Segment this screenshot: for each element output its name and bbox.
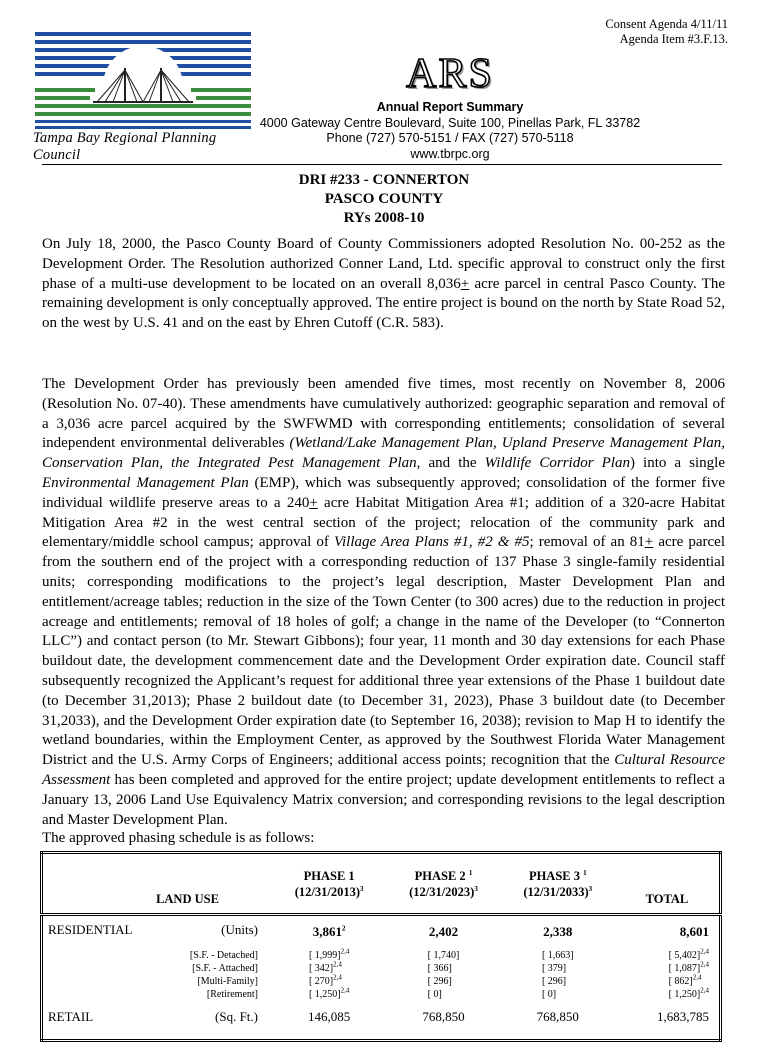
sub-value: [ 1,740]	[427, 949, 460, 961]
sub-label: [Multi-Family]	[197, 975, 258, 987]
table-row-residential	[42, 915, 721, 943]
sub-label: [Retirement]	[206, 988, 258, 1000]
footnote-ref: 2,4	[692, 973, 702, 982]
sub-value	[309, 962, 349, 975]
consent-agenda-line: Consent Agenda 4/11/11	[605, 17, 728, 31]
text-segment: (EMP), which was subsequently approved; consolidation of the former five individual wildlife preserve areas to a 240	[42, 474, 726, 511]
council-address: 4000 Gateway Centre Boulevard, Suite 100, Pinellas Park, FL 33782	[259, 115, 641, 130]
text-segment: has been completed and approved for the entire project; update development entitlements to reflect a January 13, 2006 Land Use Equivalency Matrix conversion; and corresponding revisions to the legal description and Master Development Plan.	[42, 771, 725, 828]
footnote-ref: 1	[583, 868, 587, 877]
plus-minus-mark: +	[309, 494, 318, 511]
footnote-ref: 2	[342, 924, 346, 933]
cell-value: 2,402	[428, 924, 459, 939]
sub-labels	[138, 943, 272, 1005]
footnote-ref: 2,4	[333, 960, 342, 969]
cell-value: 1,683,785	[657, 1008, 709, 1024]
footnote-ref: 3	[588, 884, 593, 893]
table-header-row	[42, 853, 721, 915]
dri-number: DRI #233 - CONNERTON	[298, 172, 470, 188]
phasing-intro: The approved phasing schedule is as follows:	[42, 830, 315, 846]
text-segment: The Development Order has previously been amended five times, most recently on November 8, 2006 (Resolution No. 07-40). These amendments have cumulatively authorized: geographic separation and removal of a 3,036 acre parcel acquired by the SWFWMD with corresponding entitlements; consolidation of several independent environmental deliverables	[42, 376, 725, 452]
paragraph-amendments	[42, 375, 725, 830]
italic-segment: Environmental Management Plan	[42, 474, 249, 491]
dri-county: PASCO COUNTY	[324, 191, 444, 207]
row-label: RESIDENTIAL	[48, 922, 133, 937]
sub-text: [ 1,250]	[668, 988, 701, 1000]
row-label: RETAIL	[48, 1008, 94, 1024]
row-unit: (Units)	[221, 922, 258, 937]
sub-text: [ 5,402]	[668, 949, 701, 961]
sub-values-total	[615, 943, 721, 1005]
value-text: 3,861	[312, 924, 343, 939]
col-phase-2	[386, 853, 500, 915]
footnote-ref: 2,4	[333, 973, 342, 982]
italic-segment: Village Area Plans #1, #2 & #5	[333, 534, 530, 551]
sub-value	[669, 988, 709, 1001]
italic-segment: Cultural Resource Assessment	[42, 752, 725, 788]
footnote-ref: 2,4	[700, 947, 709, 956]
col-total: TOTAL	[615, 853, 721, 915]
header-date: (12/31/2033)	[523, 884, 589, 899]
dri-report-years: RYs 2008-10	[343, 210, 425, 226]
cell-value: 8,601	[679, 924, 709, 939]
table-row-residential-breakdown	[42, 943, 721, 1005]
sub-text: [ 270]	[308, 975, 334, 987]
col-phase-3	[501, 853, 615, 915]
row-unit: (Sq. Ft.)	[215, 1008, 258, 1024]
sub-text: [ 1,250]	[308, 988, 341, 1000]
cell-value: 146,085	[308, 1008, 351, 1024]
sub-value: [ 296]	[541, 975, 567, 987]
footnote-ref: 3	[360, 884, 364, 893]
text-segment: acre parcel in central Pasco County. The remaining development is only conceptually approved. The entire project is bound on the north by State Road 52, on the west by U.S. 41 and on the east by Ehren Cutoff (C.R. 583).	[42, 275, 725, 332]
plus-minus-mark: +	[460, 275, 470, 292]
phasing-table	[40, 851, 722, 1042]
header-date: (12/31/2013)	[294, 884, 361, 899]
table-row-retail	[42, 1005, 721, 1041]
report-header	[240, 52, 660, 162]
sub-value: [ 0]	[541, 988, 557, 1000]
sub-value	[669, 962, 709, 975]
report-subtitle: Annual Report Summary	[376, 100, 524, 114]
text-segment: , and the	[416, 455, 485, 472]
cell-value: 2,338	[543, 924, 573, 939]
logo-caption: Tampa Bay Regional Planning Council	[33, 130, 217, 163]
sub-text: [ 1,999]	[308, 949, 341, 961]
italic-segment: (Wetland/Lake Management Plan, Upland Preserve Management Plan, Conservation Plan, the Integrated Pest Management Plan	[42, 435, 725, 472]
sub-value: [ 296]	[427, 975, 452, 987]
footnote-ref: 2,4	[340, 947, 350, 956]
sub-value: [ 1,663]	[541, 949, 574, 961]
sub-text: [ 862]	[668, 975, 693, 987]
header-date: (12/31/2023)	[409, 884, 475, 899]
cell-value: 768,850	[422, 1008, 465, 1024]
sub-text: [ 1,087]	[668, 962, 701, 974]
footnote-ref: 3	[474, 884, 478, 893]
sub-value: [ 379]	[541, 962, 567, 974]
header-text: PHASE 1	[303, 868, 355, 883]
footnote-ref: 2,4	[700, 986, 709, 995]
consent-agenda	[605, 17, 728, 47]
footnote-ref: 1	[468, 868, 473, 877]
sub-values-phase-3	[501, 943, 615, 1005]
header-text: PHASE 3	[528, 868, 580, 883]
dri-title	[0, 171, 768, 228]
sub-values-phase-2	[386, 943, 500, 1005]
agenda-item-line: Agenda Item #3.F.13.	[619, 32, 728, 46]
col-phase-1	[272, 853, 386, 915]
sub-value: [ 366]	[427, 962, 452, 974]
paragraph-development-order	[42, 235, 725, 334]
spacer-cell	[42, 943, 139, 1005]
text-segment: ) into a single	[629, 455, 725, 472]
footnote-ref: 2,4	[700, 960, 709, 969]
council-website: www.tbrpc.org	[410, 146, 490, 161]
plus-minus-mark: +	[644, 534, 654, 551]
text-segment: acre parcel from the southern end of the project with a corresponding reduction of 137 Phase 3 single-family residential units; corresponding modifications to the project’s legal description, Master Development Plan and entitlement/acreage tables; reduction in the size of the Town Center (to 300 acres) due to the reduction in project acreage and entitlements; removal of 18 holes of golf; a change in the name of the Developer (to “Connerton LLC”) and contact person (to Mr. Stewart Gibbons); four year, 11 month and 30 day extensions for each Phase buildout date, the development commencement date and the Development Order expiration date. Council staff subsequently recognized the Applicant’s request for additional three year extensions of the Phase 1 buildout date (to December 31,2013); Phase 2 buildout date (to December 31, 2023), Phase 3 buildout date (to December 31,2033), and the Development Order expiration date (to September 16, 2038); revision to Map H to identify the wetland boundaries, within the Employment Center, as approved by the Southwest Florida Water Management District and the U.S. Army Corps of Engineers; additional access points; recognition that the	[42, 534, 725, 769]
text-segment: acre Habitat Mitigation Area #1; addition of a 320-acre Habitat Mitigation Area #2 in the west central section of the project; relocation of the community park and elementary/middle school campus; approval of	[42, 494, 725, 551]
cell-value: 768,850	[536, 1008, 579, 1024]
footnote-ref: 2,4	[340, 986, 350, 995]
text-segment: On July 18, 2000, the Pasco County Board of County Commissioners adopted Resolution No. 00-252 as the Development Order. The Resolution authorized Conner Land, Ltd. specific approval to construct only the first phase of a multi-use development to be located on an overall 8,036	[42, 236, 725, 292]
sub-value	[309, 949, 349, 962]
council-phone: Phone (727) 570-5151 / FAX (727) 570-5118	[326, 131, 574, 145]
col-land-use: LAND USE	[42, 853, 273, 915]
sub-value: [ 0]	[427, 988, 442, 1000]
sub-values-phase-1	[272, 943, 386, 1005]
cell-value	[272, 915, 386, 943]
sub-label: [S.F. - Detached]	[189, 949, 258, 961]
header-divider	[42, 164, 722, 165]
sub-value	[309, 988, 349, 1001]
sub-text: [ 342]	[308, 962, 334, 974]
header-text: PHASE 2	[414, 868, 466, 883]
sub-label: [S.F. - Attached]	[192, 962, 258, 974]
ars-title: ARS	[406, 51, 494, 97]
italic-segment: Wildlife Corridor Plan	[484, 455, 630, 472]
text-segment: ; removal of an 81	[529, 534, 645, 551]
